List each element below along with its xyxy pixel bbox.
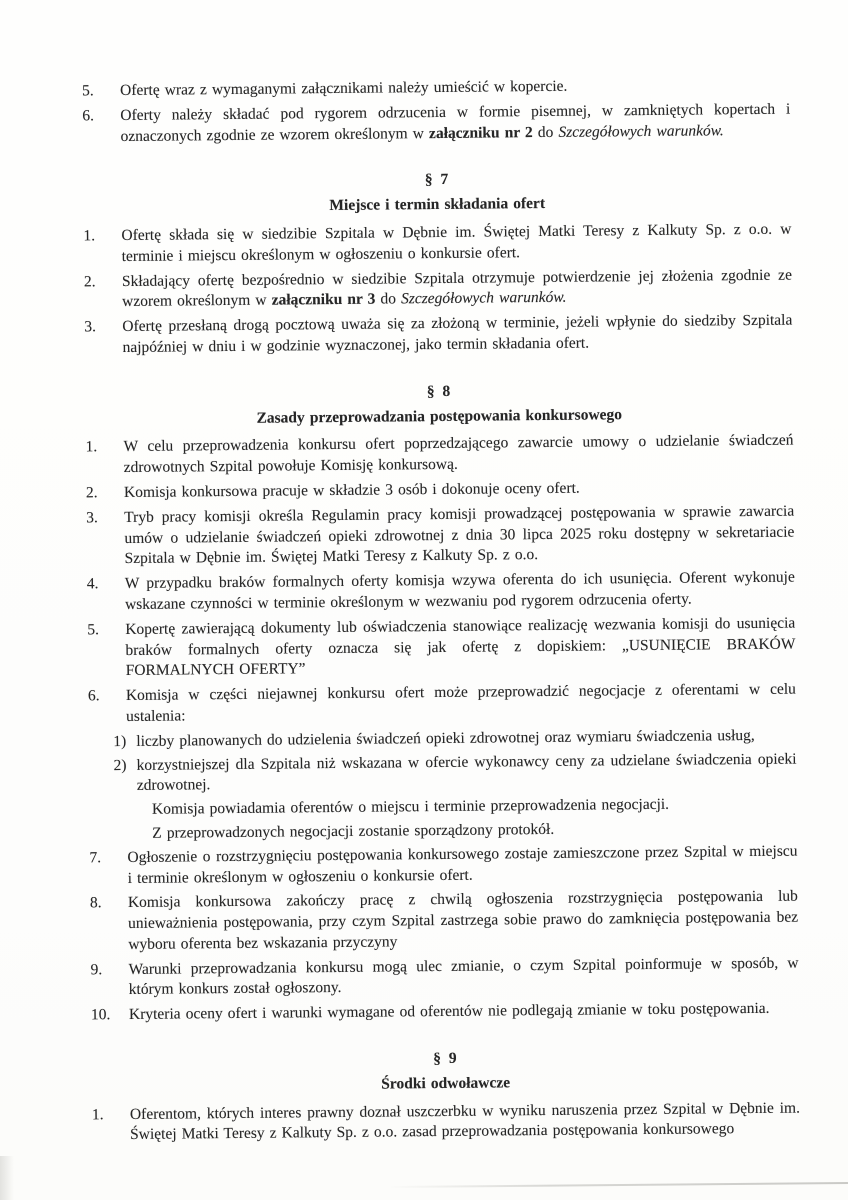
text-run: załączniku nr 2 — [428, 123, 533, 142]
list-item — [90, 953, 798, 1001]
list-item — [85, 431, 793, 479]
text-run: Oferentom, których interes prawny doznał uszczerbku w wyniku naruszenia przez Szpital w Dębnie im. Świętej Matki Teresy z Kalkuty Sp. z o.o. zasad przeprowadzania postępowania konkursowego — [129, 1099, 800, 1144]
list-item — [92, 1098, 800, 1146]
item-text — [120, 78, 567, 99]
list-item — [86, 477, 794, 505]
item-text — [123, 432, 793, 476]
list-item — [82, 75, 790, 103]
item-text — [130, 1099, 800, 1143]
text-run: Ofertę wraz z wymaganymi załącznikami należy umieścić w kopercie. — [120, 77, 568, 100]
text-run: Kopertę zawierającą dokumenty lub oświadczenia stanowiące realizację wezwania komisji do usunięcia braków formalnych oferty oznacza się jak ofertę z dopiskiem: „USUNIĘCIE BRAKÓW FORMALNYCH OFERTY” — [125, 614, 796, 680]
document-section — [83, 167, 793, 359]
item-number: 4. — [86, 575, 99, 593]
item-number: 2) — [113, 756, 127, 774]
item-text — [121, 221, 791, 265]
list-item — [89, 841, 797, 889]
text-run: Kryteria oceny ofert i warunki wymagane od oferentów nie podlegają zmianie w toku postępowania. — [128, 1000, 770, 1024]
text-run: Ofertę składa się w siedzibie Szpitala w Dębnie im. Świętej Matki Teresy z Kalkuty Sp. z o.o. w terminie i miejscu określonym w ogłoszeniu o konkursie ofert. — [121, 220, 792, 265]
list-item — [84, 265, 792, 313]
text-run: Komisja konkursowa zakończy pracę z chwilą ogłoszenia rozstrzygnięcia postępowania lub unieważnienia postępowania, przy czym Szpital zastrzega sobie prawo do zamknięcia postępowania bez wyboru oferenta bez wskazania przyczyny — [127, 887, 799, 953]
item-number: 3. — [84, 318, 97, 336]
item-text — [122, 266, 792, 310]
text-run: Komisja w części niejawnej konkursu ofert może przeprowadzić negocjacje z oferentami w celu ustalenia: — [125, 680, 796, 725]
list-item — [90, 887, 799, 956]
note-line — [89, 794, 797, 822]
section-symbol: § 7 — [424, 171, 450, 189]
item-text — [120, 100, 790, 144]
item-number: 2. — [83, 272, 96, 290]
list-item — [91, 999, 799, 1027]
item-text — [127, 842, 797, 886]
item-text — [136, 727, 755, 750]
text-run: Szczegółowych warunków. — [558, 121, 724, 141]
scan-artifact-line — [388, 1182, 848, 1188]
document-content — [82, 75, 800, 1151]
item-number: 1. — [85, 438, 98, 456]
text-run: Składający ofertę bezpośrednio w siedzibie Szpitala otrzymuje potwierdzenie jej złożenia zgodnie ze wzorem określonym w — [121, 266, 792, 311]
text-run: Ofertę przesłaną drogą pocztową uważa się za złożoną w terminie, jeżeli wpłynie do siedziby Szpitala najpóźniej w dniu i w godzinie wyznaczonej, jako termin składania ofert. — [122, 311, 793, 356]
sections-container — [83, 167, 800, 1147]
item-number: 6. — [87, 687, 100, 705]
text-run: korzystniejszej dla Szpitala niż wskazana w ofercie wykonawcy ceny za udzielane świadczenia opieki zdrowotnej. — [136, 750, 797, 795]
item-text — [128, 954, 798, 998]
list-item — [84, 311, 792, 359]
item-number: 1. — [83, 227, 96, 245]
item-text — [124, 502, 794, 567]
section-symbol: § 8 — [426, 382, 452, 400]
text-run: Szczegółowych warunków. — [400, 289, 567, 308]
text-run: Tryb pracy komisji określa Regulamin pracy komisji prowadzącej postępowania w sprawie zawarcia umów o udzielanie świadczeń opieki zdrowotnej z dnia 30 lipca 2025 roku dostępny w sekretariacie Szpitala w Dębnie im. Świętej Matki Teresy z Kalkuty Sp. z o.o. — [124, 502, 795, 568]
item-number: 8. — [89, 894, 102, 912]
item-number: 1) — [113, 732, 127, 750]
item-number: 5. — [87, 620, 99, 639]
item-number: 7. — [89, 848, 102, 867]
document-section — [91, 1046, 800, 1147]
note-line — [89, 817, 797, 845]
list-item — [88, 680, 796, 728]
item-text — [126, 681, 796, 725]
item-number: 6. — [82, 107, 95, 125]
item-text — [124, 480, 580, 501]
list-item — [86, 501, 795, 570]
sub-list-item — [88, 725, 796, 753]
text-run: W przypadku braków formalnych oferty komisja wzywa oferenta do ich usunięcia. Oferent wykonuje wskazane czynności w terminie określonym w wezwaniu pod rygorem odrzucenia oferty. — [124, 568, 795, 613]
text-run: Z przeprowadzonych negocjacji zostanie sporządzony protokół. — [152, 820, 555, 842]
item-number: 5. — [82, 82, 94, 100]
section-title: Środki odwoławcze — [381, 1074, 511, 1093]
page-edge-shadow — [0, 1156, 14, 1200]
text-run: Warunki przeprowadzania konkursu mogą ulec zmianie, o czym Szpital poinformuje w sposób, w którym konkurs został ogłoszony. — [128, 954, 799, 999]
list-item — [87, 613, 796, 682]
document-section — [85, 378, 799, 1026]
section-symbol: § 9 — [433, 1049, 458, 1068]
text-run: Komisja powiadamia oferentów o miejscu i terminie przeprowadzenia negocjacji. — [151, 795, 670, 818]
section-title: Miejsce i termin składania ofert — [329, 195, 546, 215]
item-number: 2. — [85, 484, 98, 502]
item-text — [125, 614, 795, 679]
text-run: załączniku nr 3 — [271, 290, 376, 309]
text-run: do — [532, 123, 559, 141]
text-run: Ogłoszenie o rozstrzygnięciu postępowania konkursowego zostaje zamieszczone przez Szpital w miejscu i terminie określonym w ogłoszeniu o konkursie ofert. — [127, 842, 798, 887]
text-run: W celu przeprowadzenia konkursu ofert poprzedzającego zawarcie umowy o udzielanie świadczeń zdrowotnych Szpital powołuje Komisję konkursową. — [123, 431, 794, 477]
list-item — [87, 568, 795, 616]
list-item — [83, 220, 791, 268]
intro-list — [82, 75, 791, 148]
item-text — [128, 888, 798, 953]
item-number: 1. — [91, 1105, 104, 1124]
text-run: Komisja konkursowa pracuje w składzie 3 osób i dokonuje oceny ofert. — [123, 479, 580, 501]
item-text — [129, 1000, 770, 1023]
sub-list-item — [88, 749, 796, 797]
text-run: do — [375, 290, 402, 308]
item-text — [136, 750, 796, 794]
list-item — [82, 99, 790, 147]
item-text — [122, 312, 792, 356]
item-number: 3. — [86, 509, 98, 527]
text-run: liczby planowanych do udzielenia świadczeń opieki zdrowotnej oraz wymiaru świadczenia usług, — [136, 726, 755, 750]
item-number: 9. — [90, 960, 103, 979]
text-run: Oferty należy składać pod rygorem odrzucenia w formie pisemnej, w zamkniętych kopertach i oznaczonych zgodnie ze wzorem określonym w — [120, 100, 791, 145]
item-number: 10. — [90, 1006, 111, 1024]
item-text — [125, 569, 795, 613]
section-title: Zasady przeprowadzania postępowania konkursowego — [256, 405, 623, 427]
